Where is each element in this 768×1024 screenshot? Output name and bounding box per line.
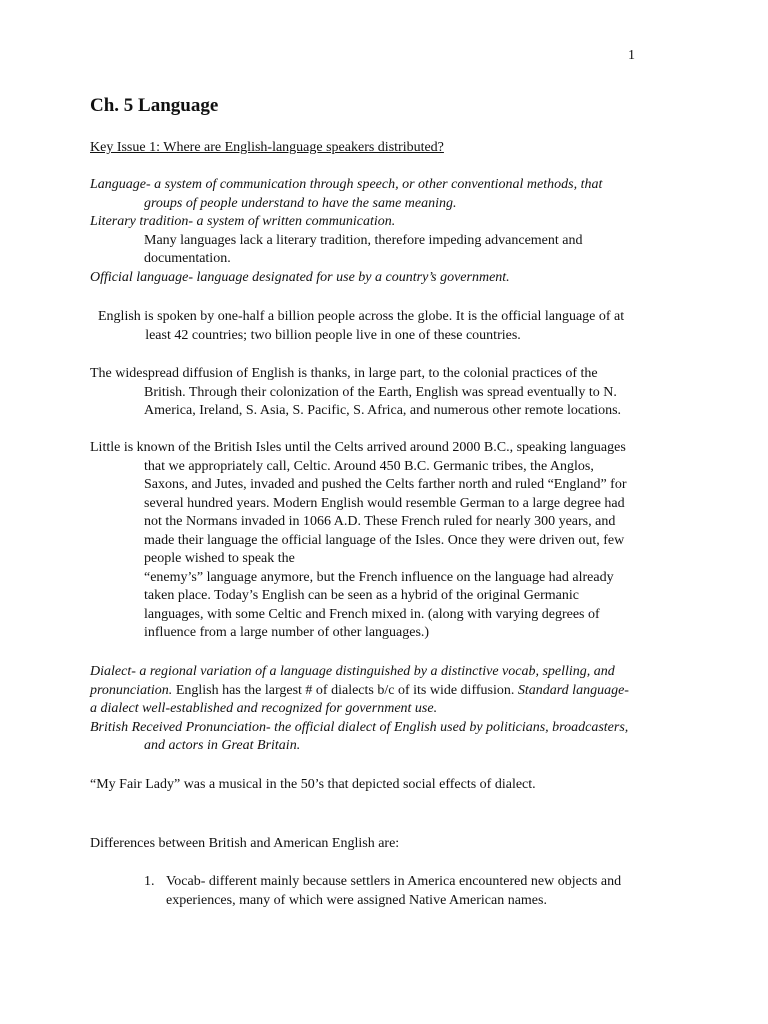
list-item-line-2: experiences, many of which were assigned Native American names. [166, 892, 547, 908]
english-spoken-line-1: English is spoken by one-half a billion people across the globe. It is the official language of at [98, 309, 625, 324]
diffusion-line: America, Ireland, S. Asia, S. Pacific, S. Africa, and numerous other remote locations. [144, 403, 622, 418]
standard-language-term: Standard language- [517, 682, 629, 698]
page-title: Ch. 5 Language [90, 95, 219, 116]
history-line: that we appropriately call, Celtic. Around 450 B.C. Germanic tribes, the Anglos, [144, 458, 594, 474]
rp-def: British Received Pronunciation- the official dialect of English used by politicians, broadcasters, [90, 719, 629, 735]
key-issue-heading: Key Issue 1: Where are English-language speakers distributed? [90, 140, 444, 155]
rp-def-cont: and actors in Great Britain. [144, 738, 301, 753]
history-line: people wished to speak the [144, 551, 295, 566]
def-language-cont: groups of people understand to have the same meaning. [144, 195, 457, 211]
history-line: languages, with some Celtic and French mixed in. (along with varying degrees of [144, 606, 600, 622]
history-line: Saxons, and Jutes, invaded and pushed the Celts farther north and ruled “England” for [144, 477, 627, 492]
def-official: Official language- language designated for use by a country’s government. [90, 269, 510, 285]
literary-note-2: documentation. [144, 251, 231, 266]
history-paragraph [90, 439, 680, 643]
english-spoken-paragraph [98, 308, 678, 345]
history-line: several hundred years. Modern English would resemble German to a large degree had [144, 495, 625, 511]
def-literary: Literary tradition- a system of written communication. [90, 214, 396, 229]
differences-intro: Differences between British and American English are: [90, 836, 400, 851]
dialect-note: English has the largest # of dialects b/c of its wide diffusion. [172, 682, 518, 698]
dialect-def-end: pronunciation. [90, 682, 173, 698]
fair-lady-line: “My Fair Lady” was a musical in the 50’s that depicted social effects of dialect. [90, 777, 536, 792]
history-line: Little is known of the British Isles until the Celts arrived around 2000 B.C., speaking languages [90, 440, 626, 455]
def-language: Language- a system of communication through speech, or other conventional methods, that [90, 177, 603, 192]
definitions [90, 176, 680, 287]
dialect-paragraph [90, 663, 680, 756]
dialect-def: Dialect- a regional variation of a language distinguished by a distinctive vocab, spelling, and [90, 664, 615, 679]
list-item-number: 1. [144, 874, 155, 889]
diffusion-line: British. Through their colonization of the Earth, English was spread eventually to N. [144, 384, 617, 400]
history-line: not the Normans invaded in 1066 A.D. These French ruled for nearly 300 years, and [144, 514, 616, 529]
diffusion-paragraph [90, 365, 680, 421]
standard-language-def: a dialect well-established and recognized for government use. [90, 701, 438, 716]
literary-note-1: Many languages lack a literary tradition, therefore impeding advancement and [144, 232, 583, 248]
history-line: made their language the official language of the Isles. Once they were driven out, few [144, 532, 625, 548]
differences-list [144, 873, 684, 910]
history-line: influence from a large number of other languages.) [144, 625, 430, 640]
dialect-line-2 [90, 682, 680, 701]
history-line: taken place. Today’s English can be seen as a hybrid of the original Germanic [144, 588, 579, 603]
list-item-line-1: Vocab- different mainly because settlers in America encountered new objects and [166, 874, 622, 889]
page-number: 1 [628, 48, 635, 63]
english-spoken-line-2: least 42 countries; two billion people live in one of these countries. [145, 327, 521, 343]
diffusion-line: The widespread diffusion of English is thanks, in large part, to the colonial practices of the [90, 366, 598, 381]
history-line: “enemy’s” language anymore, but the French influence on the language had already [144, 569, 614, 585]
list-item [144, 873, 684, 910]
